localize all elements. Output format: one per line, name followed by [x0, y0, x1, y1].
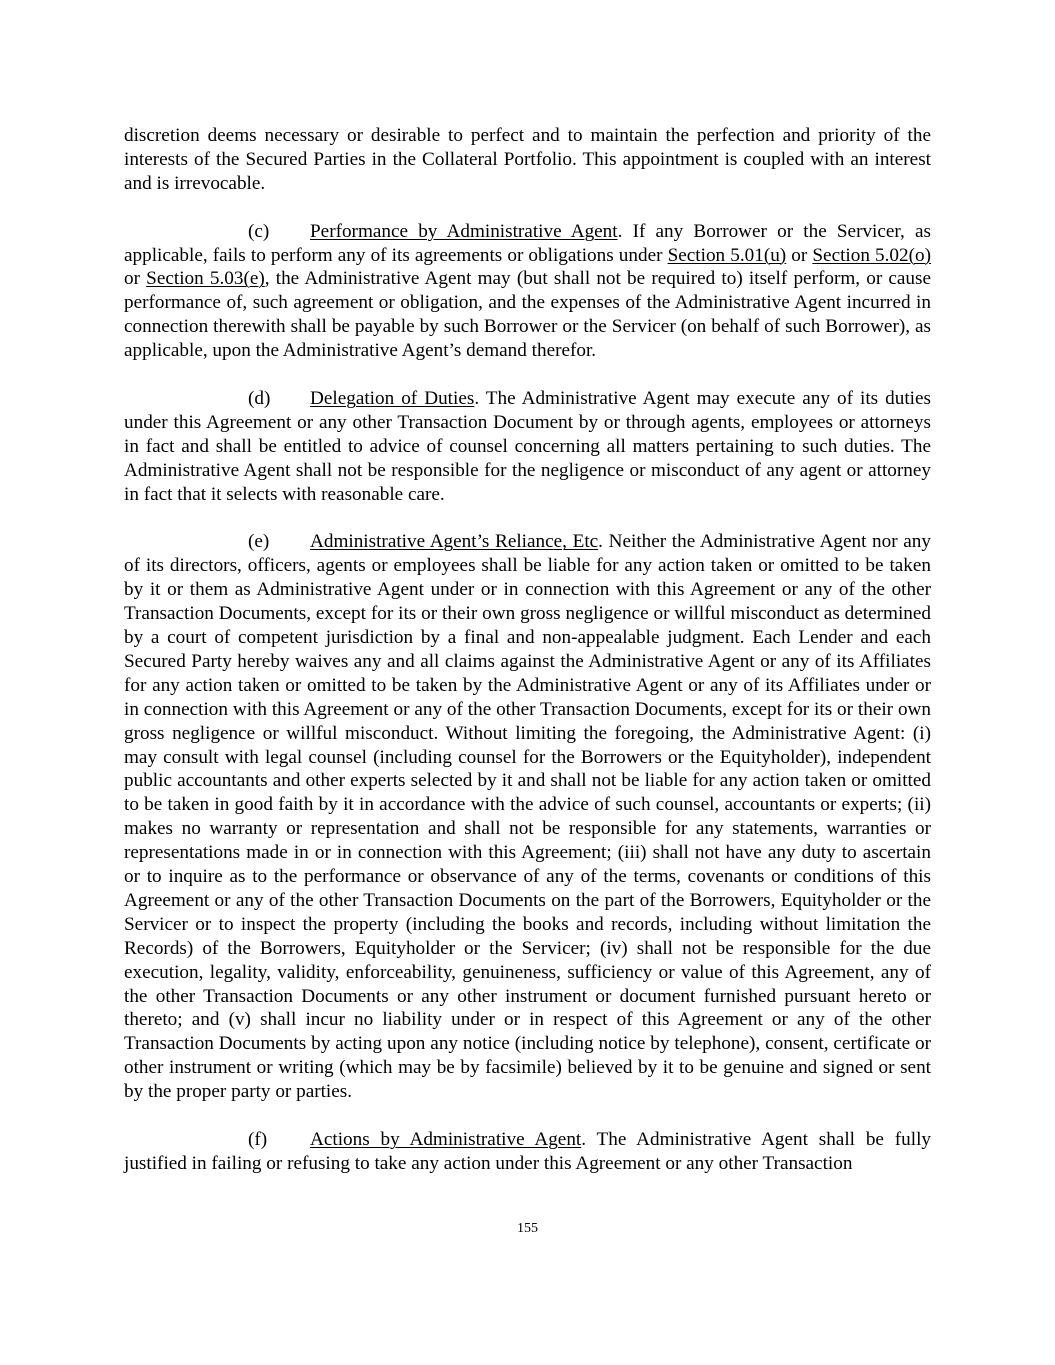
page-number: 155 [517, 1221, 538, 1236]
paragraph-f [124, 1128, 931, 1176]
paragraph-text: or [786, 244, 813, 266]
section-reference: Section 5.02(o) [812, 244, 931, 266]
paragraph-d [124, 387, 931, 507]
paragraph-text: . The Administrative Agent may execute any of its duties under this Agreement or any other Transaction Document by or through agents, employees or attorneys in fact and shall be entitled to advice of counsel concerning all matters pertaining to such duties. The Administrative Agent shall not be responsible for the negligence or misconduct of any agent or attorney in fact that it selects with reasonable care. [124, 387, 931, 505]
paragraph-text: , the Administrative Agent may (but shall not be required to) itself perform, or cause performance of, such agreement or obligation, and the expenses of the Administrative Agent incurred in connection therewith shall be payable by such Borrower or the Servicer (on behalf of such Borrower), as applicable, upon the Administrative Agent’s demand therefor. [124, 268, 932, 362]
paragraph-text: discretion deems necessary or desirable to perfect and to maintain the perfection and priority of the interests of the Secured Parties in the Collateral Portfolio. This appointment is coupled with an interest and is irrevocable. [124, 125, 931, 194]
section-heading: Delegation of Duties [310, 387, 475, 409]
section-heading: Performance by Administrative Agent [310, 220, 618, 242]
section-label: (d) [248, 387, 271, 409]
document-body [124, 124, 931, 1176]
section-heading: Administrative Agent’s Reliance, Etc [310, 531, 599, 553]
paragraph-text: or [124, 268, 147, 290]
paragraph-c [124, 220, 931, 363]
paragraph-text: . If any Borrower or the Servicer, as applicable, fails to perform any of its agreements or obligations under [124, 220, 931, 266]
section-reference: Section 5.01(u) [667, 244, 787, 266]
section-label: (f) [248, 1129, 268, 1150]
paragraph-e [124, 530, 931, 1104]
paragraph-continuation [124, 124, 931, 196]
section-label: (e) [248, 531, 270, 553]
section-label: (c) [248, 220, 270, 242]
paragraph-text: . The Administrative Agent shall be fully justified in failing or refusing to take any action under this Agreement or any other Transaction [124, 1129, 932, 1174]
paragraph-text: . Neither the Administrative Agent nor any of its directors, officers, agents or employees shall be liable for any action taken or omitted to be taken by it or them as Administrative Agent under or in connection with this Agreement or any of the other Transaction Documents, except for its or their own gross negligence or willful misconduct as determined by a court of competent jurisdiction by a final and non-appealable judgment. Each Lender and each Secured Party hereby waives any and all claims against the Administrative Agent or any of its Affiliates for any action taken or omitted to be taken by the Administrative Agent or any of its Affiliates under or in connection with this Agreement or any of the other Transaction Documents, except for its or their own gross negligence or willful misconduct. Without limiting the foregoing, the Administrative Agent: (i) may consult with legal counsel (including counsel for the Borrowers or the Equityholder), independent public accountants and other experts selected by it and shall not be liable for any action taken or omitted to be taken in good faith by it in accordance with the advice of such counsel, accountants or experts; (ii) makes no warranty or representation and shall not be responsible for any statements, warranties or representations made in or in connection with this Agreement; (iii) shall not have any duty to ascertain or to inquire as to the performance or observance of any of the terms, covenants or conditions of this Agreement or any of the other Transaction Documents on the part of the Borrowers, Equityholder or the Servicer or to inspect the property (including the books and records, including without limitation the Records) of the Borrowers, Equityholder or the Servicer; (iv) shall not be responsible for the due execution, legality, validity, enforceability, genuineness, sufficiency or value of this Agreement, any of the other Transaction Documents or any other instrument or document furnished pursuant hereto or thereto; and (v) shall incur no liability under or in respect of this Agreement or any of the other Transaction Documents by acting upon any notice (including notice by telephone), consent, certificate or other instrument or writing (which may be by facsimile) believed by it to be genuine and signed or sent by the proper party or parties. [124, 531, 931, 1103]
section-heading: Actions by Administrative Agent [310, 1129, 582, 1150]
section-reference: Section 5.03(e) [146, 268, 265, 290]
